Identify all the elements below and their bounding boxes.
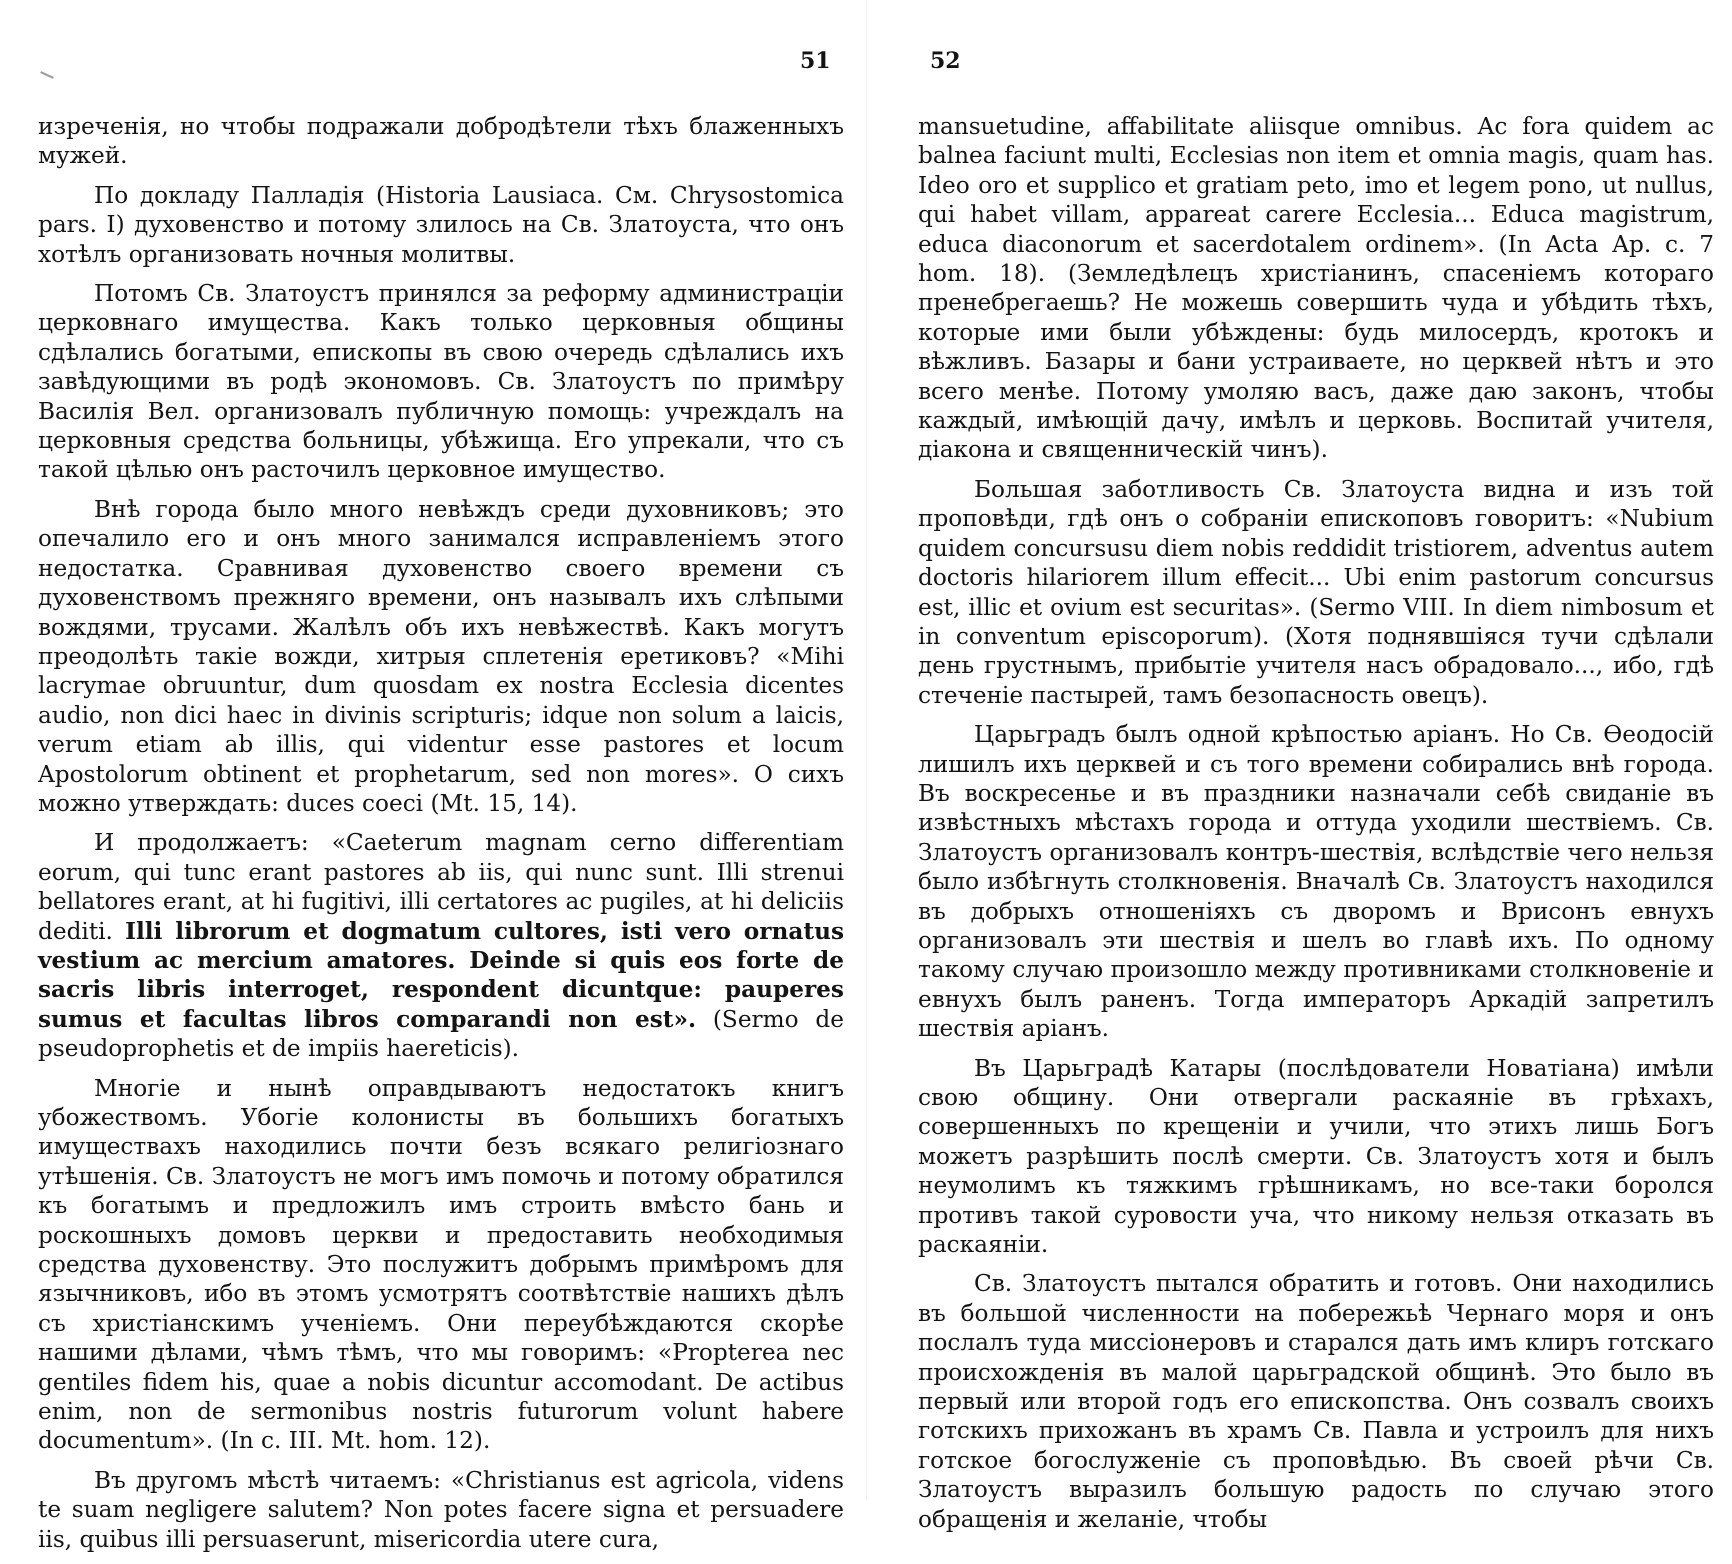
paragraph <box>38 828 844 1063</box>
paragraph: Въ Царьградѣ Катары (послѣдователи Новатіана) имѣли свою общину. Они отвергали раскаяніе въ грѣхахъ, совершенныхъ по крещеніи и учили, что этихъ лишь Богъ можетъ разрѣшить послѣ смерти. Св. Златоустъ хотя и былъ неумолимъ къ тяжкимъ грѣшникамъ, но все-таки боролся противъ такой суровости уча, что никому нельзя отказать въ раскаяніи. <box>918 1054 1714 1259</box>
paragraph: Св. Златоустъ пытался обратить и готовъ. Они находились въ большой численности на побережьѣ Чернаго моря и онъ послалъ туда миссіонеровъ и старался дать имъ клиръ готскаго происхожденія въ малой царьградской общинѣ. Это было въ первый или второй годъ его епископства. Онъ созвалъ своихъ готскихъ прихожанъ въ храмъ Св. Павла и устроилъ для нихъ готское богослуженіе съ проповѣдью. Въ своей рѣчи Св. Златоустъ выразилъ большую радость по случаю этого обращенія и желаніе, чтобы <box>918 1270 1714 1533</box>
paragraph: Большая заботливость Св. Златоуста видна и изъ той проповѣди, гдѣ онъ о собраніи епископовъ говоритъ: «Nubium quidem concursusu diem nobis reddidit tristiorem, adventus autem doctoris hilariorem illum effecit... Ubi enim pastorum concursus est, illic et ovium est securitas». (Sermo VIII. In diem nimbosum et in conventum episcoporum). (Хотя поднявшіяся тучи сдѣлали день грустнымъ, прибытіе учителя насъ обрадовало..., ибо, гдѣ стеченіе пастырей, тамъ безопасность овецъ). <box>918 475 1714 709</box>
page-number: 52 <box>930 48 961 74</box>
text-column <box>38 112 844 1564</box>
paragraph: mansuetudine, affabilitate aliisque omnibus. Ac fora quidem ac balnea faciunt multi, Ecclesias non item et omnia magis, quam has. Ideo oro et supplico et gratiam peto, imo et legem pono, ut nullus, qui habet villam, appareat carere Ecclesia... Educa magistrum, educa diaconorum et sacerdotalem ordinem». (In Acta Ap. c. 7 hom. 18). (Земледѣлецъ христіанинъ, спасеніемъ котораго пренебрегаешь? Не можешь совершить чуда и убѣдить тѣхъ, которые ими были убѣждены: будь милосердъ, кротокъ и вѣжливъ. Базары и бани устраиваете, но церквей нѣтъ и это всего менѣе. Потому умоляю васъ, даже даю законъ, чтобы каждый, имѣющій дачу, имѣлъ и церковь. Воспитай учителя, діакона и священническій чинъ). <box>918 113 1714 464</box>
paragraph: Внѣ города было много невѣждъ среди духовниковъ; это опечалило его и онъ много занимался исправленіемъ этого недостатка. Сравнивая духовенство своего времени съ духовенствомъ прежняго времени, онъ называлъ ихъ слѣпыми вождями, трусами. Жалѣлъ объ ихъ невѣжествѣ. Какъ могутъ преодолѣть такіе вожди, хитрыя сплетенія еретиковъ? «Mihi lacrymae obruuntur, dum quosdam ex nostra Ecclesia dicentes audio, non dici haec in divinis scripturis; idque non solum a laicis, verum etiam ab illis, qui videntur esse pastores et locum Apostolorum obtinent et prophetarum, sed non mores». О сихъ можно утверждать: duces coeci (Mt. 15, 14). <box>38 495 844 817</box>
bold-quotation: Illi librorum et dogmatum cultores, isti vero ornatus vestium ac mercium amatores. Deinde si quis eos forte de sacris libris interroget, respondent dicuntque: pauperes sumus et facultas libros comparandi non est». <box>38 917 844 1033</box>
text-column <box>918 112 1714 1544</box>
paragraph-citation: (Sermo de pseudoprophetis et de impiis haereticis). <box>38 1005 844 1063</box>
paragraph: По докладу Палладія (Historia Lausiaca. См. Chrysostomica pars. I) духовенство и потому злилось на Св. Златоуста, что онъ хотѣлъ организовать ночныя молитвы. <box>38 181 844 268</box>
page-number: 51 <box>800 48 831 74</box>
paragraph: Многіе и нынѣ оправдываютъ недостатокъ книгъ убожествомъ. Убогіе колонисты въ большихъ богатыхъ имуществахъ находились почти безъ всякаго религіознаго утѣшенія. Св. Златоустъ не могъ имъ помочь и потому обратился къ богатымъ и предложилъ имъ строить вмѣсто бань и роскошныхъ домовъ церкви и предоставить необходимыя средства духовенству. Это послужитъ добрымъ примѣромъ для язычниковъ, ибо въ этомъ усмотрятъ соотвѣтствіе нашихъ дѣлъ съ христіанскимъ ученіемъ. Они переубѣждаются скорѣе нашими дѣлами, чѣмъ тѣмъ, что мы говоримъ: «Propterea nec gentiles fidem his, quae a nobis dicuntur accomodant. De actibus enim, non de sermonibus nostris futurorum volunt habere documentum». (In c. III. Mt. hom. 12). <box>38 1074 844 1455</box>
paragraph: Царьградъ былъ одной крѣпостью аріанъ. Но Св. Ѳеодосій лишилъ ихъ церквей и съ того времени собирались внѣ города. Въ воскресенье и въ праздники назначали себѣ свиданіе въ извѣстныхъ мѣстахъ города и оттуда уходили шествіемъ. Св. Златоустъ организовалъ контръ-шествія, вслѣдствіе чего нельзя было избѣгнуть столкновенія. Вначалѣ Св. Златоустъ находился въ добрыхъ отношеніяхъ съ дворомъ и Врисонъ евнухъ организовалъ эти шествія и шелъ во главѣ ихъ. По одному такому случаю произошло между противниками столкновеніе и евнухъ былъ раненъ. Тогда императоръ Аркадій запретилъ шествія аріанъ. <box>918 721 1714 1043</box>
paragraph: изреченія, но чтобы подражали добродѣтели тѣхъ блаженныхъ мужей. <box>38 113 844 170</box>
scan-mark <box>40 71 54 79</box>
right-page <box>866 0 1732 1533</box>
paragraph: Потомъ Св. Златоустъ принялся за реформу администраціи церковнаго имущества. Какъ только церковныя общины сдѣлались богатыми, епископы въ свою очередь сдѣлались ихъ завѣдующими въ родѣ экономовъ. Св. Златоустъ по примѣру Василія Вел. организовалъ публичную помощь: учреждалъ на церковныя средства больницы, убѣжища. Его упрекали, что съ такой цѣлью онъ расточилъ церковное имущество. <box>38 280 844 484</box>
left-page <box>0 0 866 1553</box>
paragraph-text: И продолжаетъ: «Caeterum magnam cerno differentiam eorum, qui tunc erant pastores ab iis, qui nunc sunt. Illi strenui bellatores erant, at hi fugitivi, illi certatores ac pugiles, at hi deliciis dediti. <box>38 829 844 945</box>
paragraph: Въ другомъ мѣстѣ читаемъ: «Christianus est agricola, videns te suam negligere salutem? Non potes facere signa et persuadere iis, quibus illi persuaserunt, misericordia utere cura, <box>38 1466 844 1553</box>
